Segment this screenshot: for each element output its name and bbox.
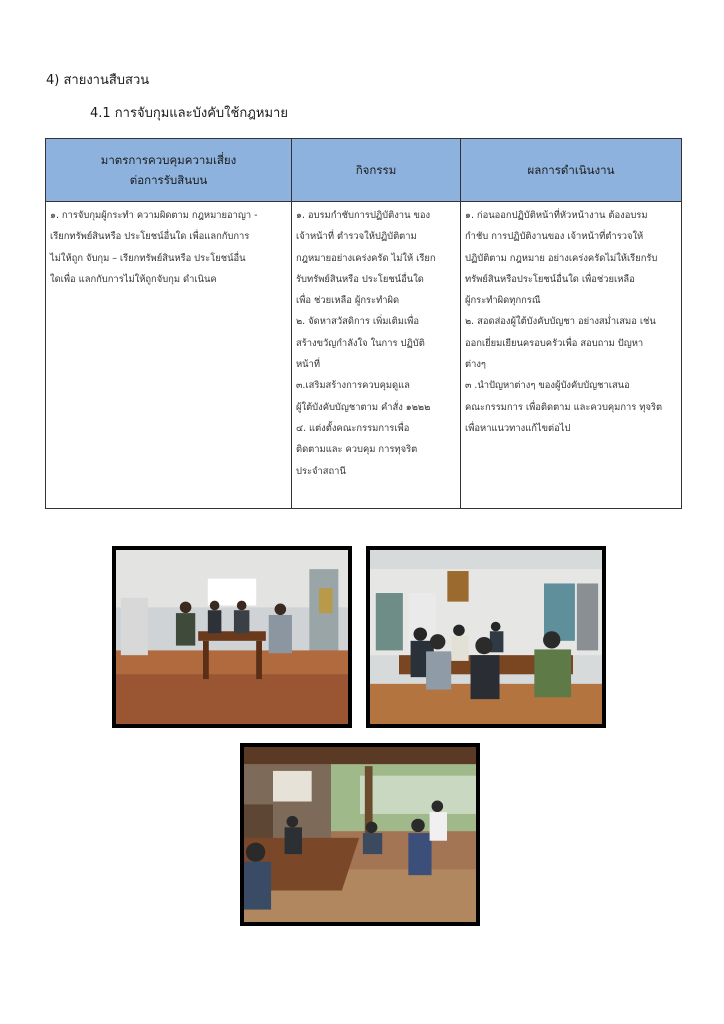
cell-text-line: ๑. การจับกุมผู้กระทำ ความผิดตาม กฎหมายอาญา - [50,210,258,221]
subsection-heading: 4.1 การจับกุมและบังคับใช้กฎหมาย [90,106,288,121]
cell-activities [292,202,461,509]
header-risk-measures: มาตรการควบคุมความเสี่ยง ต่อการรับสินบน [46,139,292,202]
table-row [46,202,682,509]
meeting-photo-3 [240,743,480,926]
cell-text-line: เรียกทรัพย์สินหรือ ประโยชน์อื่นใด เพื่อแลกกับการ [50,231,250,243]
cell-text-line: กำชับ การปฏิบัติงานของ เจ้าหน้าที่ตำรวจให้ [465,231,644,243]
cell-text-line: ๓.เสริมสร้างการควบคุมดูแล [296,380,410,392]
cell-text-line: รับทรัพย์สินหรือ ประโยชน์อื่นใด [296,273,424,285]
cell-text-line: กฎหมายอย่างเคร่งครัด ไม่ให้ เรียก [296,252,436,264]
section-heading: 4) สายงานสืบสวน [46,73,150,88]
cell-risk-measures [46,202,292,509]
cell-text-line: ๒. จัดหาสวัสดิการ เพิ่มเติมเพื่อ [296,316,419,328]
cell-text-line: คณะกรรมการ เพื่อติดตาม และควบคุมการ ทุจริต [465,401,663,413]
table-header-row [46,139,682,202]
cell-text-line: ออกเยี่ยมเยียนครอบครัวเพื่อ สอบถาม ปัญหา [465,337,644,349]
cell-results [461,202,682,509]
cell-text-line: ๒. สอดส่องผู้ใต้บังคับบัญชา อย่างสม่ำเสมอ เช่น [465,316,656,328]
cell-text-line: เจ้าหน้าที่ ตำรวจให้ปฏิบัติตาม [296,231,417,243]
cell-text-line: ปฏิบัติตาม กฎหมาย อย่างเคร่งครัดไม่ให้เรียกรับ [465,252,658,264]
cell-text-line: ๓ .นำปัญหาต่างๆ ของผู้บังคับบัญชาเสนอ [465,380,630,392]
cell-text-line: เพื่อหาแนวทางแก้ไขต่อไป [465,422,571,434]
cell-text-line: ประจำสถานี [296,465,346,477]
cell-text-line: ผู้กระทำผิดทุกกรณี [465,295,541,307]
meeting-photo-1 [112,546,352,728]
cell-text-line: ใดเพื่อ แลกกับการไม่ให้ถูกจับกุม ดำเนินค [50,273,217,285]
cell-text-line: ติดตามและ ควบคุม การทุจริต [296,444,418,456]
cell-text-line: สร้างขวัญกำลังใจ ในการ ปฏิบัติ [296,337,425,349]
cell-text-line: ต่างๆ [465,359,486,371]
cell-text-line: ๔. แต่งตั้งคณะกรรมการเพื่อ [296,422,410,434]
cell-text-line: หน้าที่ [296,359,321,371]
header-results: ผลการดำเนินงาน [461,139,682,202]
cell-text-line: ไม่ให้ถูก จับกุม – เรียกทรัพย์สินหรือ ประโยชน์อื่น [50,252,246,264]
cell-text-line: ๑. อบรมกำชับการปฏิบัติงาน ของ [296,210,431,221]
cell-text-line: ๑. ก่อนออกปฏิบัติหน้าที่หัวหน้างาน ต้องอบรม [465,210,648,221]
cell-text-line: ทรัพย์สินหรือประโยชน์อื่นใด เพื่อช่วยเหลือ [465,273,635,285]
risk-control-table [45,138,682,509]
header-activities: กิจกรรม [292,139,461,202]
meeting-photo-2 [366,546,606,728]
cell-text-line: ผู้ใต้บังคับบัญชาตาม คำสั่ง ๑๒๒๒ [296,401,431,413]
cell-text-line: เพื่อ ช่วยเหลือ ผู้กระทำผิด [296,295,400,307]
